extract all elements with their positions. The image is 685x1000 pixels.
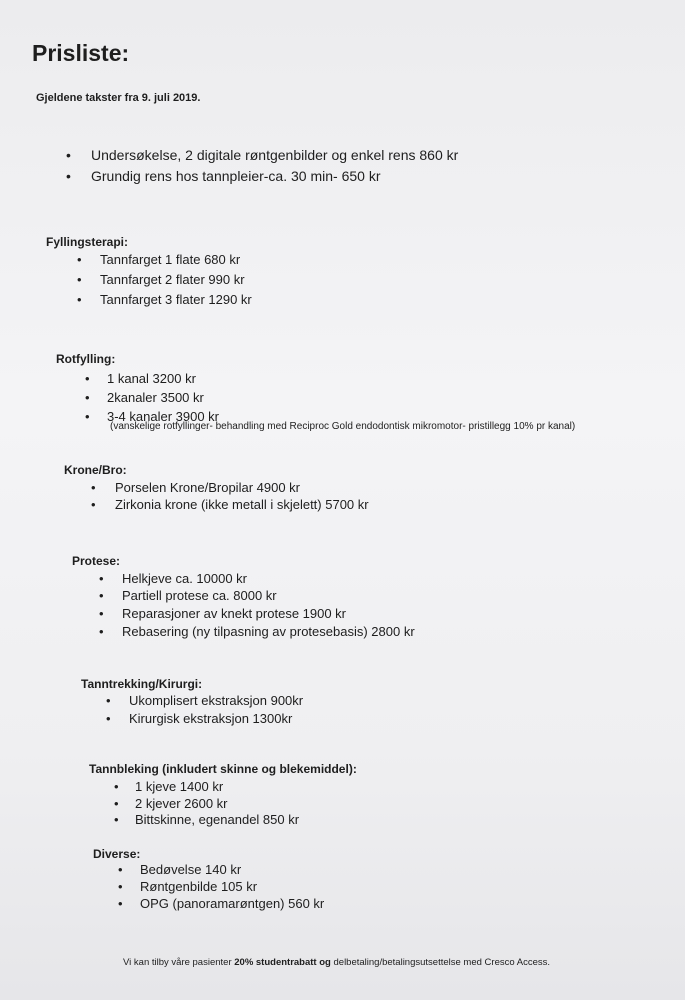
list-item: • 1 kjeve 1400 kr bbox=[114, 779, 224, 794]
list-item: • Rebasering (ny tilpasning av protesebasis) 2800 kr bbox=[99, 624, 415, 639]
section-heading-tanntrekking-kirurgi: Tanntrekking/Kirurgi: bbox=[81, 677, 203, 691]
section-heading-krone-bro: Krone/Bro: bbox=[64, 463, 127, 477]
list-item: • Bedøvelse 140 kr bbox=[118, 862, 242, 877]
list-item: • Reparasjoner av knekt protese 1900 kr bbox=[99, 606, 347, 621]
section-heading-tannbleking: Tannbleking (inkludert skinne og blekemiddel): bbox=[89, 762, 357, 776]
bullet-icon: • bbox=[118, 896, 123, 911]
list-item: • 1 kanal 3200 kr bbox=[85, 371, 196, 386]
bullet-icon: • bbox=[91, 497, 96, 512]
bullet-icon: • bbox=[99, 606, 104, 621]
list-item: • Røntgenbilde 105 kr bbox=[118, 879, 258, 894]
list-item: • Kirurgisk ekstraksjon 1300kr bbox=[106, 711, 293, 726]
bullet-icon: • bbox=[99, 588, 104, 603]
bullet-icon: • bbox=[66, 147, 71, 163]
bullet-icon: • bbox=[85, 390, 90, 405]
bullet-icon: • bbox=[85, 371, 90, 386]
page-title: Prisliste: bbox=[32, 40, 130, 66]
section-heading-rotfylling: Rotfylling: bbox=[56, 352, 116, 366]
bullet-icon: • bbox=[118, 862, 123, 877]
section-heading-protese: Protese: bbox=[72, 554, 121, 568]
list-item: • Helkjeve ca. 10000 kr bbox=[99, 571, 248, 586]
bullet-icon: • bbox=[66, 168, 71, 184]
list-item: • Zirkonia krone (ikke metall i skjelett) 5700 kr bbox=[91, 497, 369, 512]
footer-discount-highlight: 20% studentrabatt og bbox=[234, 957, 331, 968]
list-item: • Undersøkelse, 2 digitale røntgenbilder og enkel rens 860 kr bbox=[66, 147, 459, 163]
bullet-icon: • bbox=[114, 796, 119, 811]
list-item: • Bittskinne, egenandel 850 kr bbox=[114, 812, 300, 827]
list-item: • OPG (panoramarøntgen) 560 kr bbox=[118, 896, 325, 911]
section-heading-diverse: Diverse: bbox=[93, 847, 141, 861]
bullet-icon: • bbox=[99, 624, 104, 639]
list-item: • 3-4 kanaler 3900 kr bbox=[85, 409, 220, 424]
list-item: • 2kanaler 3500 kr bbox=[85, 390, 204, 405]
bullet-icon: • bbox=[77, 252, 82, 267]
list-item: • Grundig rens hos tannpleier-ca. 30 min- 650 kr bbox=[66, 168, 381, 184]
bullet-icon: • bbox=[77, 292, 82, 307]
bullet-icon: • bbox=[85, 409, 90, 424]
list-item: • Ukomplisert ekstraksjon 900kr bbox=[106, 693, 304, 708]
list-item: • Tannfarget 3 flater 1290 kr bbox=[77, 292, 252, 307]
list-item: • 2 kjever 2600 kr bbox=[114, 796, 228, 811]
bullet-icon: • bbox=[91, 480, 96, 495]
bullet-icon: • bbox=[106, 693, 111, 708]
list-item: • Porselen Krone/Bropilar 4900 kr bbox=[91, 480, 300, 495]
bullet-icon: • bbox=[99, 571, 104, 586]
bullet-icon: • bbox=[114, 812, 119, 827]
bullet-icon: • bbox=[77, 272, 82, 287]
list-item: • Partiell protese ca. 8000 kr bbox=[99, 588, 277, 603]
bullet-icon: • bbox=[114, 779, 119, 794]
list-item: • Tannfarget 1 flate 680 kr bbox=[77, 252, 241, 267]
section-heading-fyllingsterapi: Fyllingsterapi: bbox=[46, 235, 129, 249]
rotfylling-note: (vanskelige rotfyllinger- behandling med Reciproc Gold endodontisk mikromotor- pristillegg 10% pr kanal) bbox=[110, 421, 576, 432]
footer-note: Vi kan tilby våre pasienter 20% studentrabatt og delbetaling/betalingsutsettelse med Cresco Access. bbox=[123, 957, 551, 968]
effective-date-subtitle: Gjeldene takster fra 9. juli 2019. bbox=[36, 92, 201, 104]
list-item: • Tannfarget 2 flater 990 kr bbox=[77, 272, 245, 287]
bullet-icon: • bbox=[106, 711, 111, 726]
bullet-icon: • bbox=[118, 879, 123, 894]
